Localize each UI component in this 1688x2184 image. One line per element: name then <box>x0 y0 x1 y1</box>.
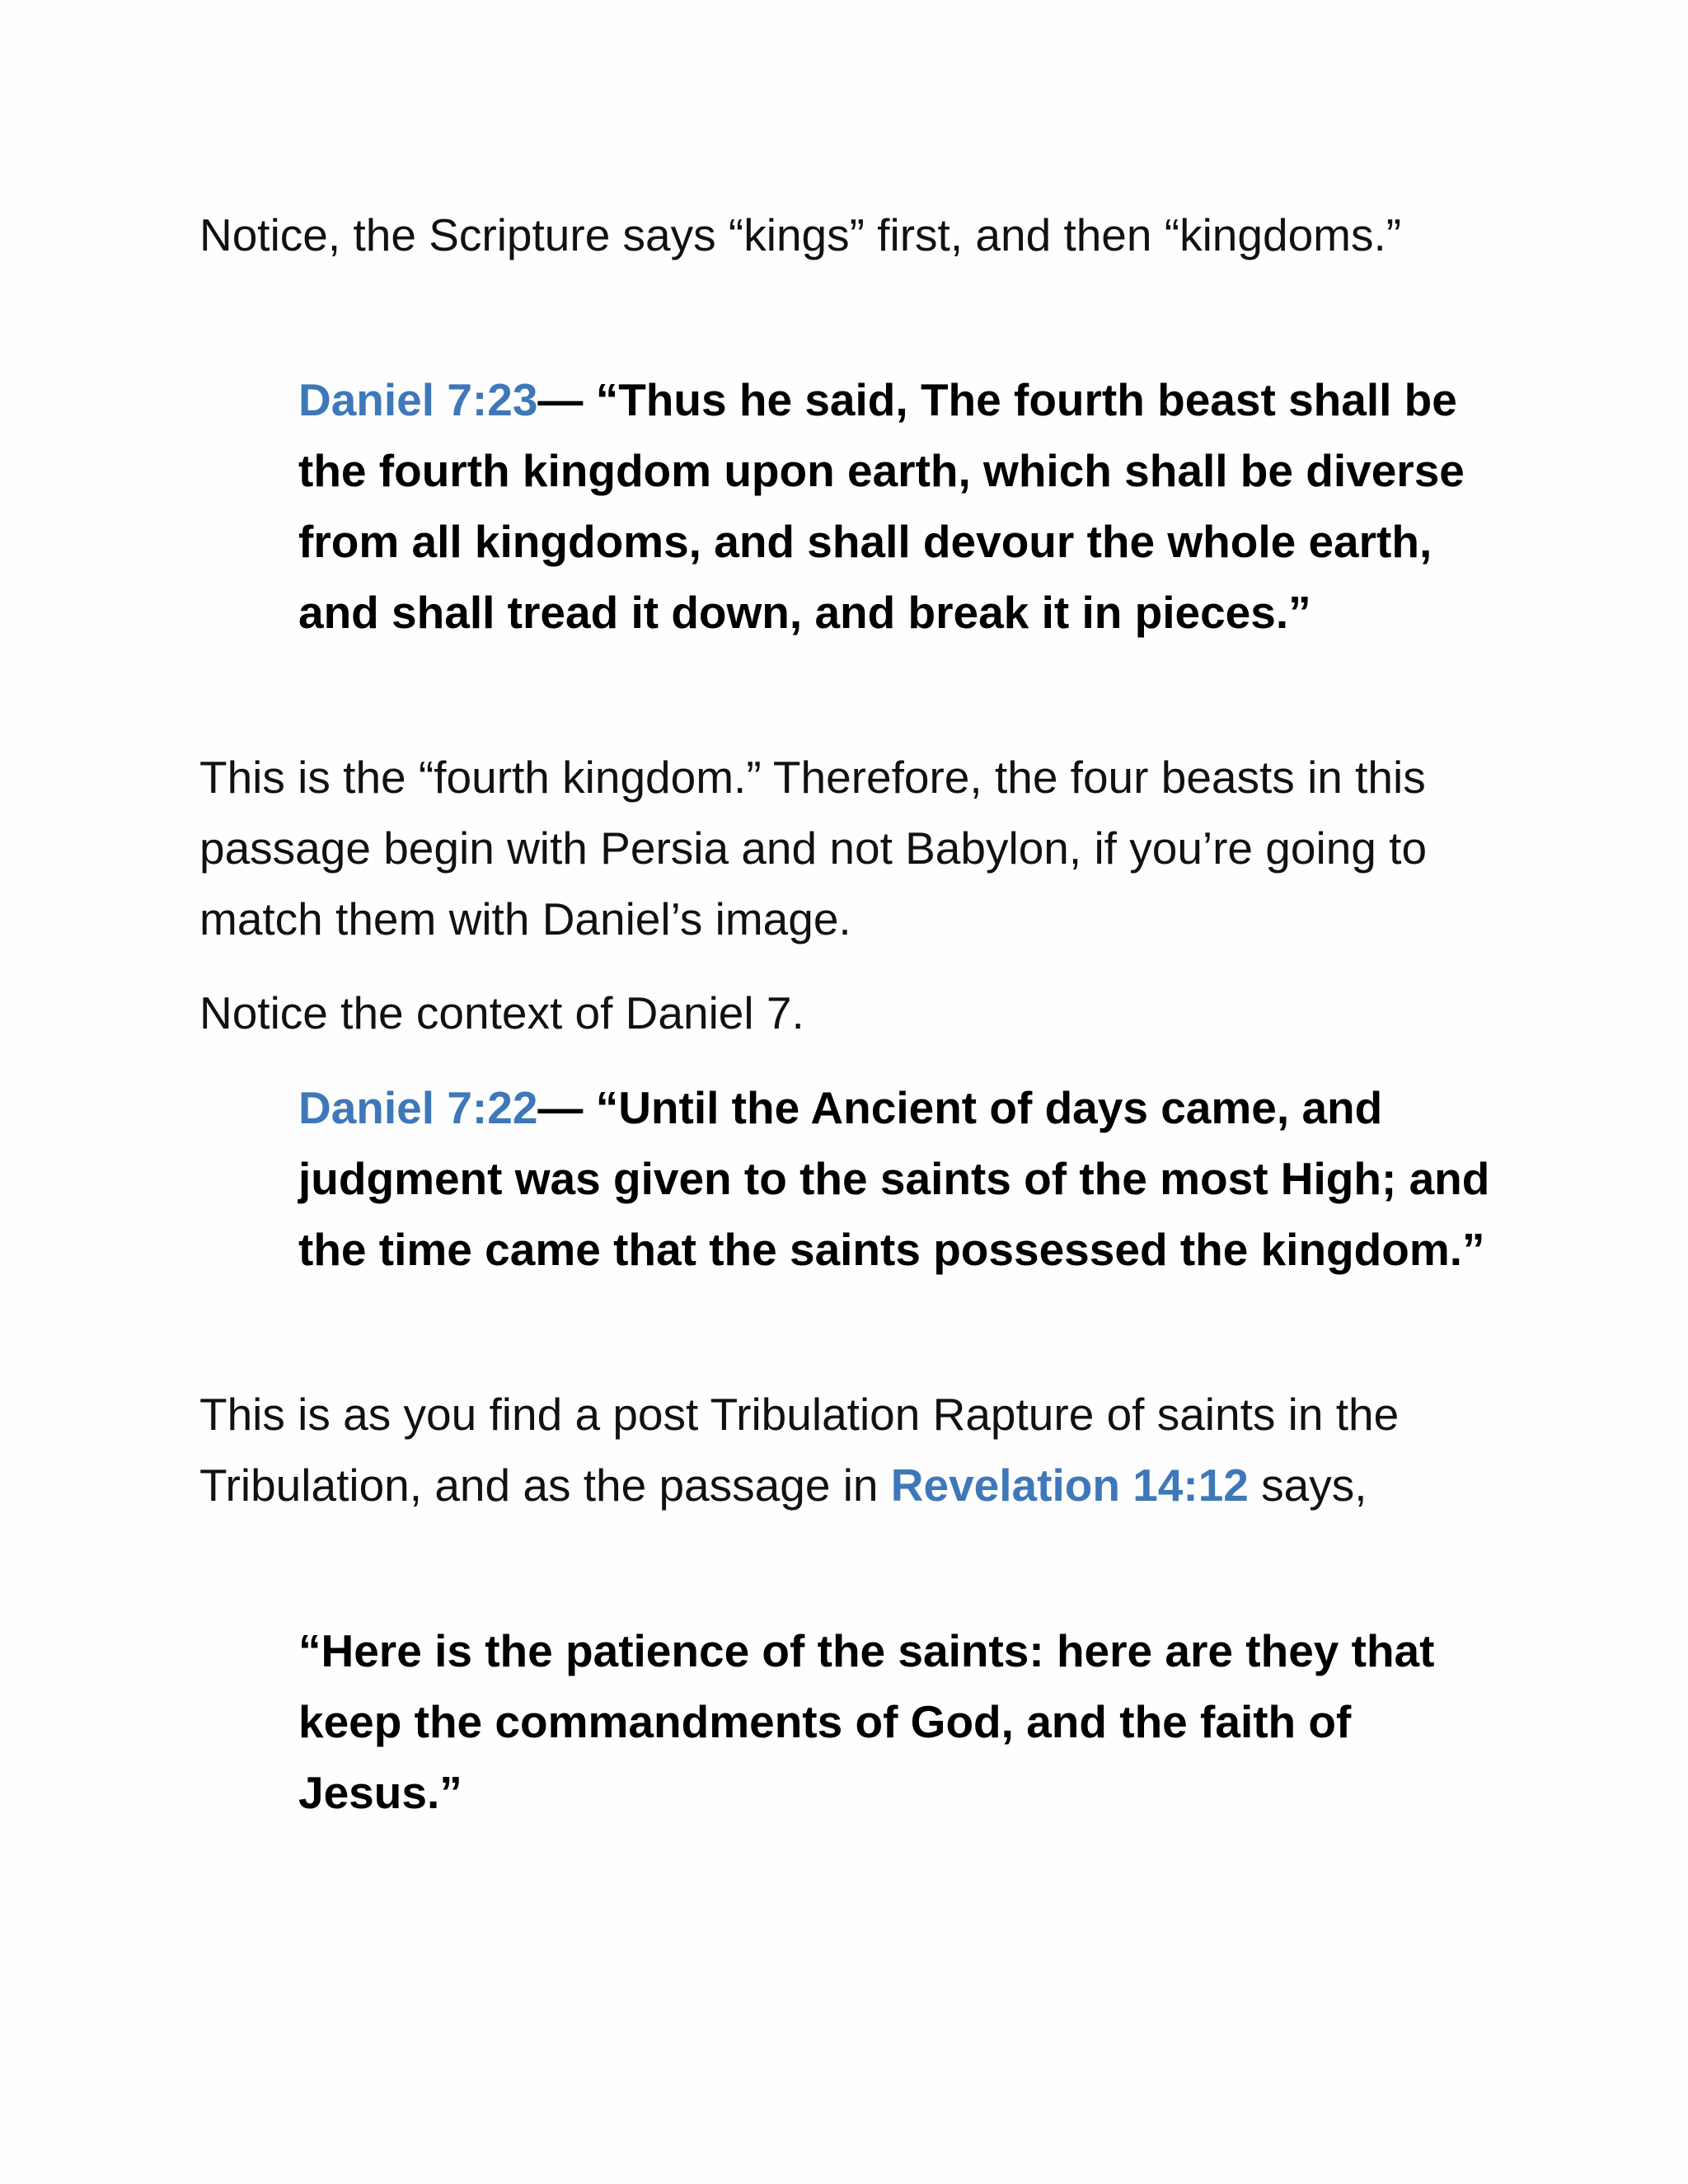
scripture-quote-daniel-7-23 <box>298 364 1493 648</box>
scripture-quote-text: “Here is the patience of the saints: here are they that keep the commandments of God, and the faith of Jesus.” <box>298 1625 1435 1818</box>
scripture-reference-link[interactable]: Daniel 7:22 <box>298 1082 538 1133</box>
scripture-quote-daniel-7-22 <box>298 1072 1493 1285</box>
scripture-quote-text: — “Thus he said, The fourth beast shall be the fourth kingdom upon earth, which shall be diverse from all kingdoms, and shall devour the whole earth, and shall tread it down, and break it in pieces.” <box>298 374 1465 638</box>
paragraph-rapture <box>199 1379 1485 1521</box>
paragraph-text: Notice, the Scripture says “kings” first, and then “kingdoms.” <box>199 209 1402 260</box>
paragraph-fourth-kingdom <box>199 742 1485 954</box>
paragraph-text: This is as you find a post Tribulation Rapture of saints in the Tribulation, and as the passage in <box>199 1389 1400 1511</box>
paragraph-text: Notice the context of Daniel 7. <box>199 987 804 1038</box>
scripture-reference-link[interactable]: Daniel 7:23 <box>298 374 538 425</box>
paragraph-text: says, <box>1248 1460 1367 1511</box>
paragraph-kings-kingdoms <box>199 199 1485 270</box>
scripture-reference-link[interactable]: Revelation 14:12 <box>890 1460 1249 1511</box>
paragraph-text: This is the “fourth kingdom.” Therefore, the four beasts in this passage begin with Persia and not Babylon, if you’re going to match them with Daniel’s image. <box>199 752 1428 944</box>
paragraph-context <box>199 977 1485 1048</box>
scripture-quote-revelation-14-12 <box>298 1615 1493 1828</box>
scripture-quote-text: — “Until the Ancient of days came, and judgment was given to the saints of the most High; and the time came that the saints possessed the kingdom.” <box>298 1082 1490 1275</box>
